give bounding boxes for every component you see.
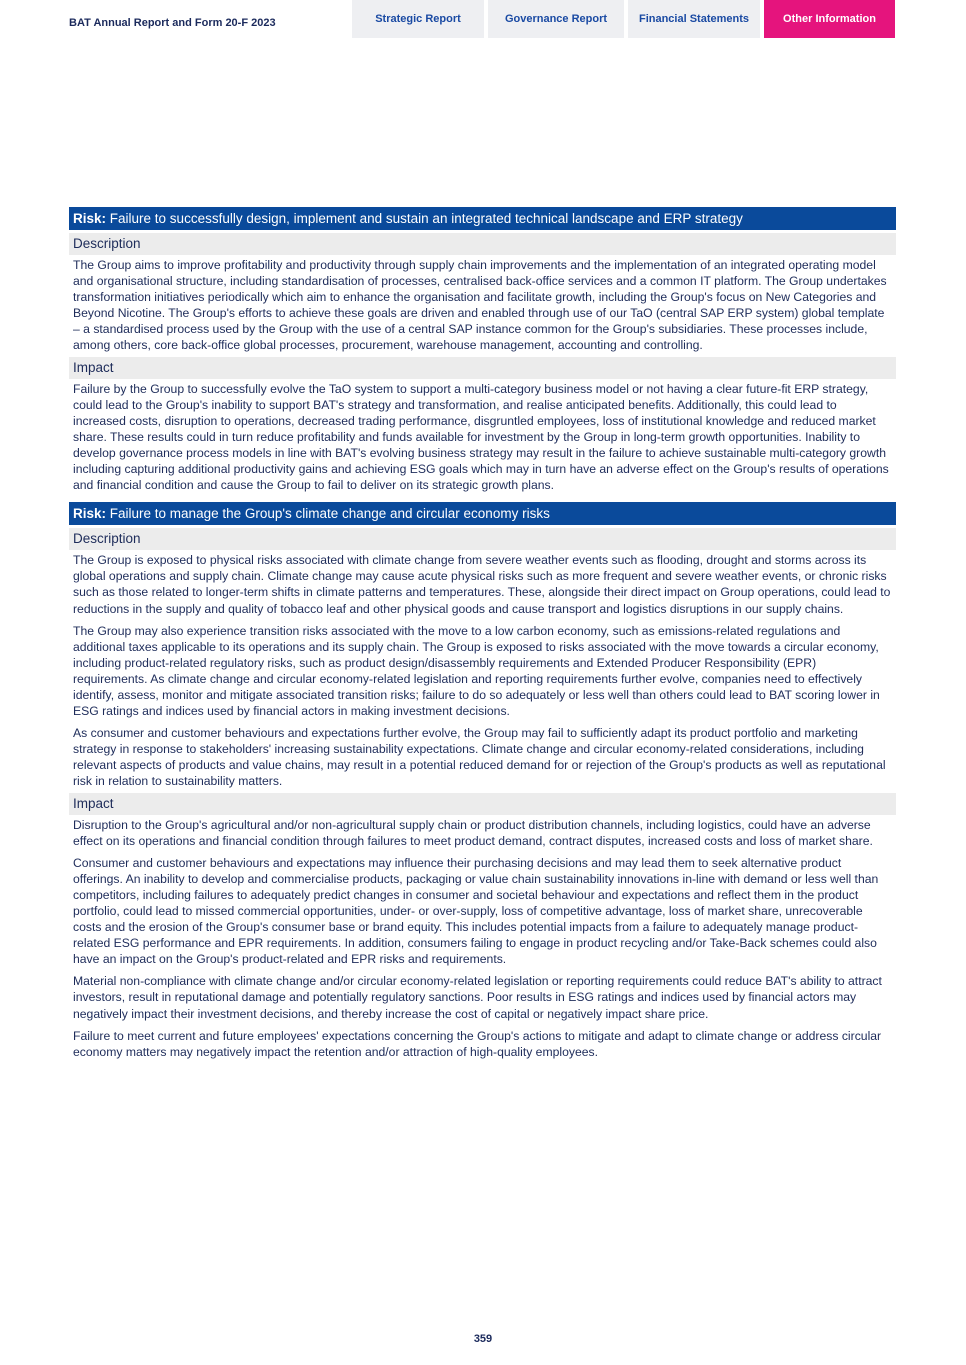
tab-governance-report[interactable]: Governance Report <box>488 0 624 38</box>
description-paragraph: As consumer and customer behaviours and expectations further evolve, the Group may fail to sufficiently adapt its product portfolio and marketing strategy in response to stakeholders' increasing sustainability expectations. Climate change and circular economy-related considerations, including relevant aspects of products and value chains, may result in a potential reduced demand for or rejection of the Group's products as well as reputational risk in relation to sustainability matters. <box>73 726 886 789</box>
description-paragraph: The Group is exposed to physical risks associated with climate change from severe weather events such as flooding, drought and storms across its global operations and supply chain. Climate change may cause acute physical risks such as more frequent and severe weather events, or chronic risks such as those related to longer-term shifts in climate patterns and temperatures. These, alongside their direct impact on Group operations, could lead to reductions in the supply and quality of tobacco leaf and other physical goods and cause transport and logistics disruptions in our supply chains. <box>73 553 891 616</box>
risk-title: Failure to successfully design, implement and sustain an integrated technical landscape and ERP strategy <box>109 211 743 226</box>
risk-prefix: Risk: <box>73 506 107 522</box>
tab-strategic-report[interactable]: Strategic Report <box>352 0 484 38</box>
tab-other-information[interactable]: Other Information <box>764 0 895 38</box>
impact-paragraph: Material non-compliance with climate change and/or circular economy-related legislation or reporting requirements could reduce BAT's ability to attract investors, result in reputational damage and potentially regulatory sanctions. Poor results in ESG ratings and indices used by financial actors may negatively impact their investment decisions, and thereby increase the cost of capital or negatively impact share price. <box>73 974 882 1021</box>
description-paragraph: The Group aims to improve profitability and productivity through supply chain improvements and the implementation of an integrated operating model and organisational structure, including standardisation of processes, centralised back-office services and a common IT platform. The Group undertakes transformation initiatives periodically which aim to enhance the organisation and facilitate growth, including the Group's focus on New Categories and Beyond Nicotine. The Group's efforts to achieve these goals are driven and enabled through use of our TaO (central SAP ERP system) global template – a standardised process used by the Group with the use of a central SAP instance common for the Group's subsidiaries. These processes include, among others, core back-office global processes, procurement, warehouse management, accounting and controlling. <box>73 258 887 353</box>
risk-content <box>69 207 896 1060</box>
risk-erp-strategy <box>69 207 896 493</box>
description-heading: Description <box>69 233 896 255</box>
risk-prefix: Risk: <box>73 211 107 226</box>
risk-heading <box>69 502 896 525</box>
tab-financial-statements[interactable]: Financial Statements <box>628 0 760 38</box>
impact-heading: Impact <box>69 357 896 379</box>
description-heading: Description <box>69 528 896 550</box>
impact-heading: Impact <box>69 793 896 815</box>
risk-title: Failure to manage the Group's climate change and circular economy risks <box>109 506 550 522</box>
impact-paragraph: Failure to meet current and future employees' expectations concerning the Group's actions to mitigate and adapt to climate change or address circular economy matters may negatively impact the retention and/or attraction of high-quality employees. <box>73 1028 882 1059</box>
impact-paragraph: Disruption to the Group's agricultural and/or non-agricultural supply chain or product distribution channels, including logistics, could have an adverse effect on its operations and financial condition through failures to meet product demand, contract disputes, increased costs and loss of market share. <box>73 817 873 848</box>
impact-paragraph: Consumer and customer behaviours and expectations may influence their purchasing decisions and may lead them to seek alternative product offerings. An inability to develop and commercialise products, packaging or value chain sustainability innovations in-line with demand or less well than competitors, including failures to adequately predict changes in consumer and societal behaviour and expectations and reflect them in the product portfolio, could lead to missed commercial opportunities, under- or over-supply, loss of competitive advantage, loss of market share, unrecoverable costs and the erosion of the Group's consumer base or brand equity. This includes potential impacts from a failure to adequately manage product-related ESG performance and EPR requirements. In addition, consumers failing to engage in product recycling and/or Take-Back schemes could also have an impact on the Group's product-related and EPR risks and requirements. <box>73 855 879 967</box>
description-paragraph: The Group may also experience transition risks associated with the move to a low carbon economy, such as emissions-related regulations and additional taxes applicable to its operations and its supply chain. The Group is exposed to risks associated with the move towards a circular economy, including product-related regulatory risks, such as product design/disassembly requirements and Extended Producer Responsibility (EPR) requirements. As climate change and circular economy-related legislation and reporting requirements further evolve, companies need to effectively identify, assess, monitor and mitigate associated transition risks; failure to do so adequately or less well than others could lead to BAT scoring lower in ESG ratings and indices used by financial actors in making investment decisions. <box>73 623 880 719</box>
risk-heading <box>69 207 896 230</box>
section-nav <box>352 0 895 38</box>
report-title: BAT Annual Report and Form 20-F 2023 <box>69 17 276 29</box>
risk-climate-change <box>69 502 896 1060</box>
impact-paragraph: Failure by the Group to successfully evolve the TaO system to support a multi-category business model or not having a clear future-fit ERP strategy, could lead to the Group's inability to support BAT's strategy and transformation, and realise anticipated benefits. Additionally, this could lead to increased costs, disruption to operations, decreased trading performance, disgruntled employees, loss of institutional knowledge and reduced market share. These results could in turn reduce profitability and funds available for investment by the Group in long-term growth opportunities. Inability to develop governance process models in line with BAT's evolving business strategy may result in the failure to achieve sustainable multi-category growth including capturing additional productivity gains and achieving ESG goals which may in turn have an adverse effect on the Group's results of operations and financial condition and cause the Group to fail to deliver on its strategic growth plans. <box>73 381 889 493</box>
page-number: 359 <box>473 1333 493 1345</box>
